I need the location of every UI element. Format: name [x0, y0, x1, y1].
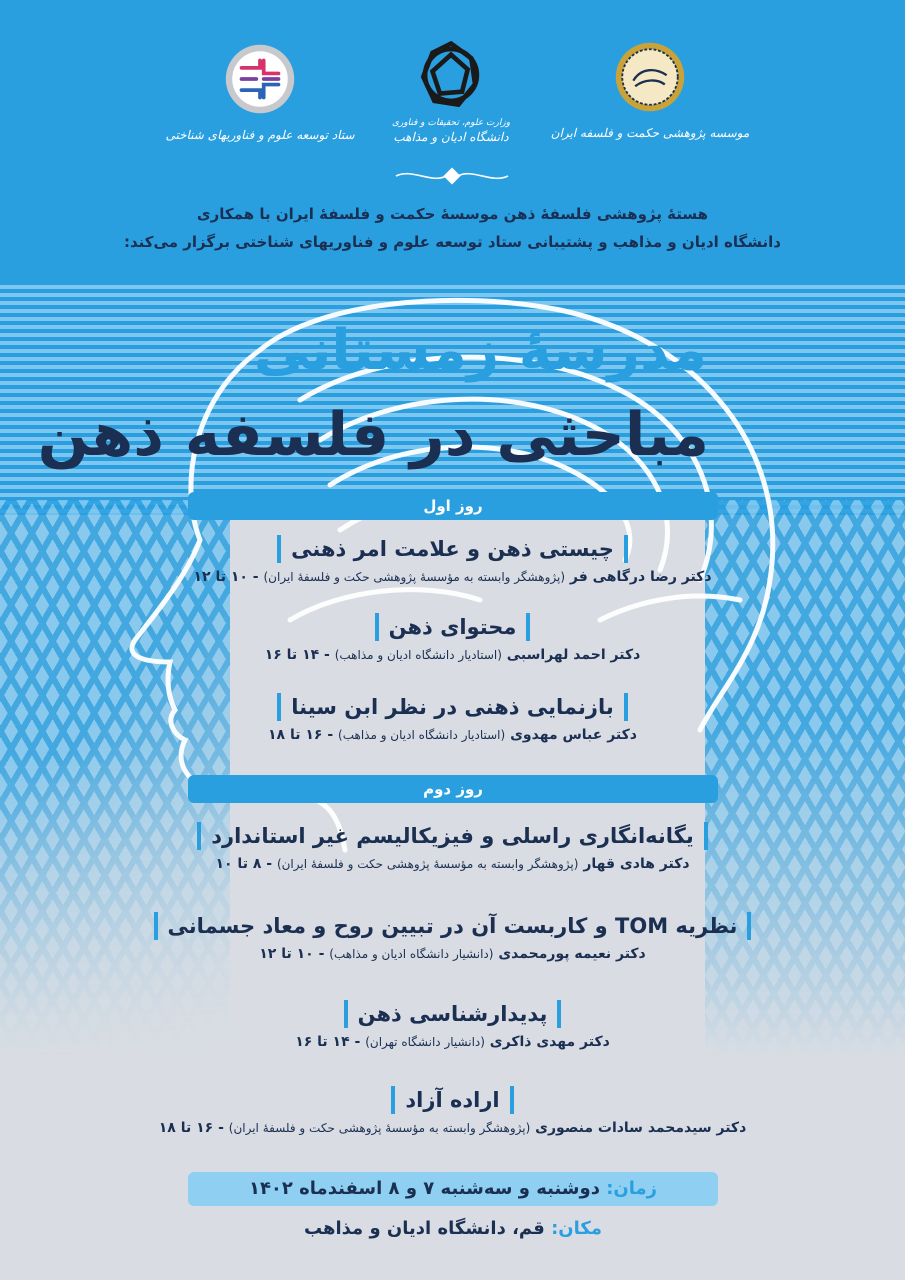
location-value: قم، دانشگاه ادیان و مذاهب [303, 1218, 545, 1239]
talk-7-time: - ۱۶ تا ۱۸ [158, 1120, 224, 1136]
talk-1-speaker: دکتر رضا درگاهی فر [569, 569, 712, 585]
institute-seal-icon [613, 40, 687, 114]
institute-caption: موسسه پژوهشی حکمت و فلسفه ایران [550, 126, 750, 140]
talk-6-speaker: دکتر مهدی ذاکری [489, 1034, 610, 1050]
talk-1-speaker-line [120, 569, 785, 585]
talk-5-speaker-line [120, 946, 785, 962]
talk-2-time: - ۱۴ تا ۱۶ [264, 647, 330, 663]
university-caption-top: وزارت علوم، تحقیقات و فناوری [391, 118, 511, 128]
talk-7 [120, 1086, 785, 1136]
location-label: مکان: [551, 1218, 603, 1239]
talk-5-speaker: دکتر نعیمه پورمحمدی [498, 946, 646, 962]
talk-1-affiliation: (پژوهشگر وابسته به مؤسسهٔ پژوهشی حکت و فلسفهٔ ایران) [263, 570, 566, 584]
talk-3-time: - ۱۶ تا ۱۸ [268, 727, 334, 743]
logo-row [0, 38, 905, 158]
cognitive-logo [160, 42, 360, 142]
intro-line-2: دانشگاه ادیان و مذاهب و پشتیبانی ستاد توسعه علوم و فناوریهای شناختی برگزار می‌کند: [124, 233, 781, 251]
date-value: دوشنبه و سه‌شنبه ۷ و ۸ اسفندماه ۱۴۰۲ [248, 1178, 600, 1199]
cognitive-brain-icon [223, 42, 297, 116]
talk-1 [120, 535, 785, 585]
day-1-bar: روز اول [188, 492, 718, 520]
talk-4 [120, 822, 785, 872]
talk-1-time: - ۱۰ تا ۱۲ [193, 569, 259, 585]
talk-3-affiliation: (استادیار دانشگاه ادیان و مذاهب) [338, 728, 506, 742]
event-location [188, 1218, 718, 1239]
talk-6 [120, 1000, 785, 1050]
institute-logo [550, 40, 750, 140]
talk-2-affiliation: (استادیار دانشگاه ادیان و مذاهب) [334, 648, 502, 662]
day-2-bar: روز دوم [188, 775, 718, 803]
talk-3-speaker-line [120, 727, 785, 743]
intro-text [70, 200, 835, 256]
talk-6-affiliation: (دانشیار دانشگاه تهران) [365, 1035, 485, 1049]
talk-3-title: بازنمایی ذهنی در نظر ابن سینا [277, 693, 628, 721]
intro-line-1: هستهٔ پژوهشی فلسفهٔ ذهن موسسهٔ حکمت و فلسفهٔ ایران با همکاری [196, 205, 709, 223]
talk-2-speaker: دکتر احمد لهراسبی [506, 647, 641, 663]
university-logo [351, 38, 551, 144]
talk-3-speaker: دکتر عباس مهدوی [510, 727, 637, 743]
talk-5 [120, 912, 785, 962]
talk-2 [120, 613, 785, 663]
talk-2-title: محتوای ذهن [375, 613, 531, 641]
talk-6-speaker-line [120, 1034, 785, 1050]
talk-4-speaker-line [120, 856, 785, 872]
talk-7-affiliation: (پژوهشگر وابسته به مؤسسهٔ پژوهشی حکت و فلسفهٔ ایران) [228, 1121, 531, 1135]
talk-6-time: - ۱۴ تا ۱۶ [295, 1034, 361, 1050]
talk-5-time: - ۱۰ تا ۱۲ [259, 946, 325, 962]
talk-3 [120, 693, 785, 743]
university-emblem-icon [414, 38, 488, 112]
cognitive-caption: ستاد توسعه علوم و فناوریهای شناختی [165, 128, 355, 142]
title-line-1: مدرسهٔ زمستانی [253, 318, 707, 383]
title-line-2: مباحثی در فلسفه ذهن [37, 400, 709, 470]
talk-4-time: - ۸ تا ۱۰ [215, 856, 273, 872]
talk-7-speaker-line [120, 1120, 785, 1136]
talk-2-speaker-line [120, 647, 785, 663]
talk-5-title: نظریه TOM و کاربست آن در تبیین روح و معاد جسمانی [154, 912, 752, 940]
university-caption: دانشگاه ادیان و مذاهب [393, 130, 509, 144]
talk-1-title: چیستی ذهن و علامت امر ذهنی [277, 535, 628, 563]
talk-5-affiliation: (دانشیار دانشگاه ادیان و مذاهب) [329, 947, 494, 961]
talk-6-title: پدیدارشناسی ذهن [344, 1000, 562, 1028]
ornament-divider [392, 166, 512, 186]
talk-7-title: اراده آزاد [391, 1086, 513, 1114]
event-date [188, 1172, 718, 1206]
talk-4-title: یگانه‌انگاری راسلی و فیزیکالیسم غیر استاندارد [197, 822, 708, 850]
date-label: زمان: [606, 1178, 658, 1199]
talk-4-speaker: دکتر هادی قهار [583, 856, 690, 872]
talk-7-speaker: دکتر سیدمحمد سادات منصوری [535, 1120, 747, 1136]
talk-4-affiliation: (پژوهشگر وابسته به مؤسسهٔ پژوهشی حکت و فلسفهٔ ایران) [276, 857, 579, 871]
